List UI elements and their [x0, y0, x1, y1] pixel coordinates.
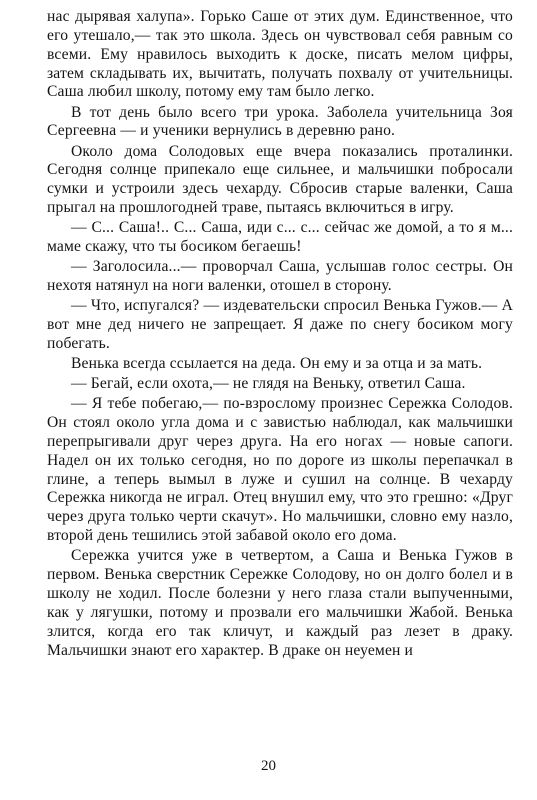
paragraph-10: Сережка учится уже в четвертом, а Саша и Венька Гужов в первом. Венька сверстник Сережке Солодову, но он долго болел и в школу не ходил. После болезни у него глаза стали выпученными, как у лягушки, потому и прозвали его мальчишки Жабой. Венька злится, когда его так кличут, и каждый раз лезет в драку. Мальчишки знают его характер. В драке он неуемен и [47, 547, 513, 659]
paragraph-1: нас дырявая халупа». Горько Саше от этих дум. Единственное, что его утешало,— так это школа. Здесь он чувствовал себя равным со всеми. Ему нравилось выходить к доске, писать мелом цифры, затем складывать их, вычитать, получать похвалу от учительницы. Саша любил школу, потому ему там было легко. [47, 8, 513, 101]
paragraph-4: — С... Саша!.. С... Саша, иди с... с... сейчас же домой, а то я м... маме скажу, что ты босиком бегаешь! [47, 219, 513, 256]
paragraph-7: Венька всегда ссылается на деда. Он ему и за отца и за мать. [71, 354, 483, 372]
page-number: 20 [261, 758, 276, 774]
paragraph-6: — Что, испугался? — издевательски спросил Венька Гужов.— А вот мне дед ничего не запрещает. Я даже по снегу босиком могу побегать. [47, 297, 513, 352]
paragraph-3: Около дома Солодовых еще вчера показались проталинки. Сегодня солнце припекало еще сильнее, и мальчишки побросали сумки и устроили здесь чехарду. Сбросив старые валенки, Саша прыгал на прошлогодней траве, пытаясь включиться в игру. [47, 142, 513, 217]
paragraph-9: — Я тебе побегаю,— по-взрослому произнес Сережка Солодов. Он стоял около угла дома и с завистью наблюдал, как мальчишки перепрыгивали друг через друга. На его ногах — новые сапоги. Надел он их только сегодня, но по дороге из школы перепачкал в глине, а теперь вымыл в луже и сушил на солнце. В чехарду Сережка никогда не играл. Отец внушил ему, что это грешно: «Друг через друга только черти скачут». Но мальчишки, словно ему назло, второй день тешились этой забавой около его дома. [47, 395, 513, 545]
paragraph-8: — Бегай, если охота,— не глядя на Веньку, ответил Саша. [71, 375, 466, 393]
body-text [47, 8, 513, 660]
paragraph-2: В тот день было всего три урока. Заболела учительница Зоя Сергеевна — и ученики вернулись в деревню рано. [47, 103, 513, 140]
paragraph-5: — Заголосила...— проворчал Саша, услышав голос сестры. Он нехотя натянул на ноги валенки, отошел в сторону. [47, 258, 513, 294]
